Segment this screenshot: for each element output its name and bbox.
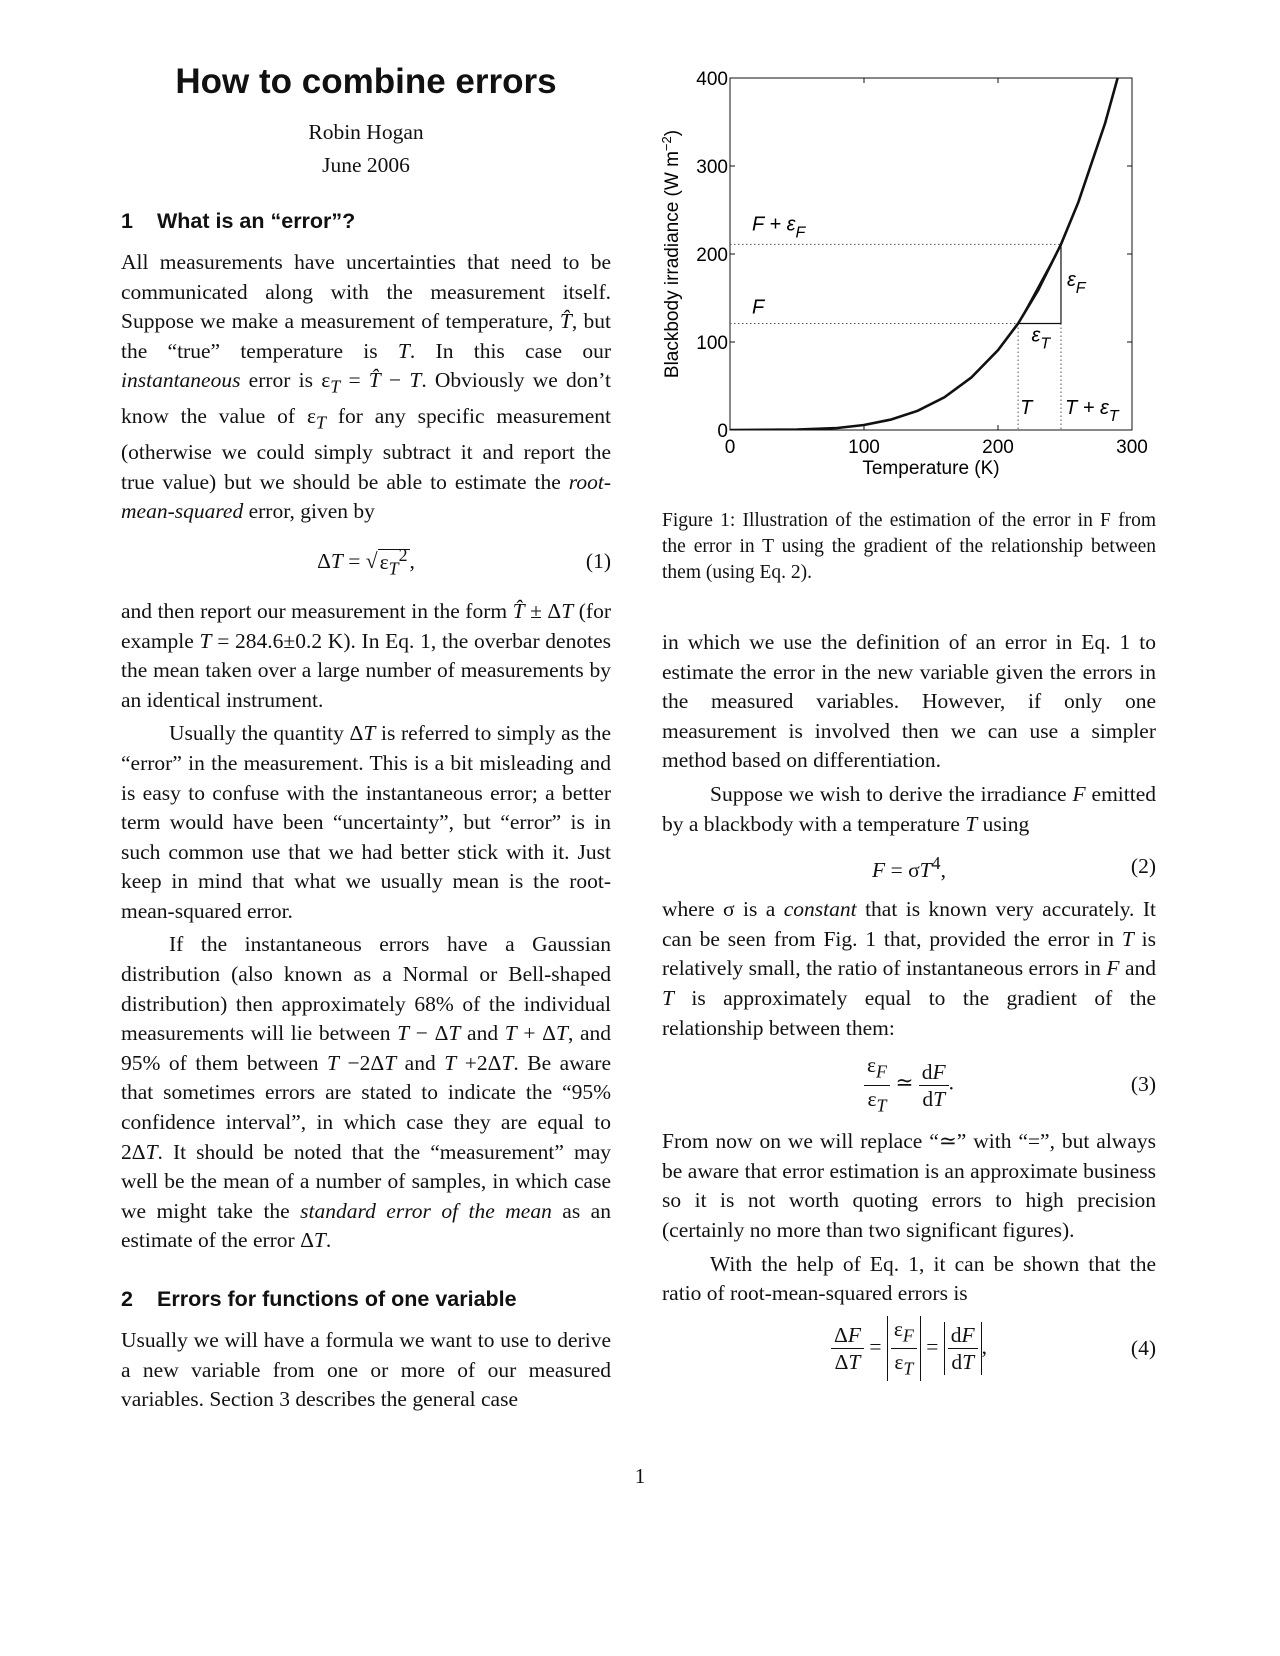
figure-caption: Figure 1: Illustration of the estimation of the error in F from the error in T using the gradient of the relationship between them (using Eq. 2).	[662, 510, 1156, 583]
y-tick-label: 0	[717, 421, 728, 442]
date: June 2006	[322, 153, 410, 177]
paper-title: How to combine errors	[175, 62, 557, 101]
label-t: T	[1020, 397, 1033, 419]
right-column	[659, 50, 1157, 1389]
paragraph: With the help of Eq. 1, it can be shown that the ratio of root-mean-squared errors is	[662, 1251, 1156, 1306]
label-t-plus-eps: $T + \varepsilon_T$	[1064, 397, 1119, 425]
x-tick-label: 300	[1116, 437, 1148, 458]
paragraph: Usually the quantity ΔT is referred to simply as the “error” in the measurement. This is a bit misleading and is easy to confuse with the instantaneous error; a better term would have been “uncertainty”, but “error” is in such common use that we had better stick with it. Just keep in mind that what we usually mean is the root-mean-squared error.	[121, 721, 611, 923]
x-axis-label: Temperature (K)	[862, 458, 1000, 479]
section-2-heading: 2 Errors for functions of one variable	[121, 1287, 517, 1311]
paragraph: If the instantaneous errors have a Gaussian distribution (also known as a Normal or Bell-shaped distribution) then approximately 68% of the individual measurements will lie between T − ΔT and T + ΔT, and 95% of them between T −2ΔT and T +2ΔT. Be aware that sometimes errors are stated to indicate the “95% confidence interval”, in which case they are equal to 2ΔT. It should be noted that the “measurement” may well be the mean of a number of samples, in which case we might take the standard error of the mean as an estimate of the error ΔT.	[121, 932, 612, 1253]
equation-2: $F = \sigma T^4$, (2)	[872, 852, 1156, 882]
page-number: 1	[634, 1464, 646, 1488]
equation-3: $\frac{\varepsilon_F}{\varepsilon_T}$ ≃ $\frac{dF}{dT}$ . (3)	[662, 1043, 1156, 1127]
equation-4: $\frac{\Delta F}{\Delta T}$ = $\frac{\varepsilon_F}{\varepsilon_T}$ = $\frac{dF}{dT}$ , (4)	[662, 1309, 1156, 1389]
paragraph: From now on we will replace “≃” with “=”, but always be aware that error estimation is an approximate business so it is not worth quoting errors to high precision (certainly no more than two significant figures).	[662, 1129, 1156, 1242]
section-1-heading: 1 What is an “error”?	[121, 209, 356, 233]
paragraph: Suppose we wish to derive the irradiance F emitted by a blackbody with a temperature T using	[662, 781, 1157, 836]
author: Robin Hogan	[308, 120, 424, 144]
figure-1-chart	[659, 50, 1156, 490]
x-tick-label: 200	[982, 437, 1014, 458]
x-tick-label: 0	[724, 437, 736, 458]
left-column	[121, 50, 611, 1415]
paragraph: and then report our measurement in the form T̂ ± ΔT (for example T = 284.6±0.2 K). In Eq. 1, the overbar denotes the mean taken over a large number of measurements by an identical instrument.	[121, 598, 611, 712]
y-tick-label: 100	[696, 333, 728, 354]
x-tick-label: 100	[848, 437, 880, 458]
y-tick-label: 300	[696, 157, 728, 178]
paragraph: Usually we will have a formula we want to use to derive a new variable from one or more of our measured variables. Section 3 describes the general case	[121, 1328, 611, 1412]
label-f-plus-eps: $F + \varepsilon_F$	[752, 213, 806, 242]
label-f: F	[752, 296, 765, 319]
y-axis-label: Blackbody irradiance (W $m^{-2}$)	[659, 129, 683, 379]
equation-1: $\Delta T = √\varepsilon_T^2$, (1)	[317, 544, 611, 578]
plot-frame	[730, 78, 1132, 430]
label-eps-t: $\varepsilon_T$	[1031, 324, 1051, 353]
label-eps-f: $\varepsilon_F$	[1066, 268, 1086, 297]
y-tick-label: 200	[696, 245, 728, 266]
paragraph: where σ is a constant that is known very accurately. It can be seen from Fig. 1 that, provided the error in T is relatively small, the ratio of instantaneous errors in F and T is approximately equal to the gradient of the relationship between them:	[662, 897, 1157, 1040]
paragraph: in which we use the definition of an error in Eq. 1 to estimate the error in the new variable given the errors in the measured variables. However, if only one measurement is involved then we can use a simpler method based on differentiation.	[662, 630, 1156, 773]
paragraph: All measurements have uncertainties that need to be communicated along with the measurement itself. Suppose we make a measurement of temperature, T̂, but the “true” temperature is T. In this case our instantaneous error is $\varepsilon_T$ = T̂ − T. Obviously we don’t know the value of $\varepsilon_T$ for any specific measurement (otherwise we could simply subtract it and report the true value) but we should be able to estimate the root-mean-squared error, given by	[121, 250, 611, 524]
y-tick-label: 400	[696, 69, 728, 90]
